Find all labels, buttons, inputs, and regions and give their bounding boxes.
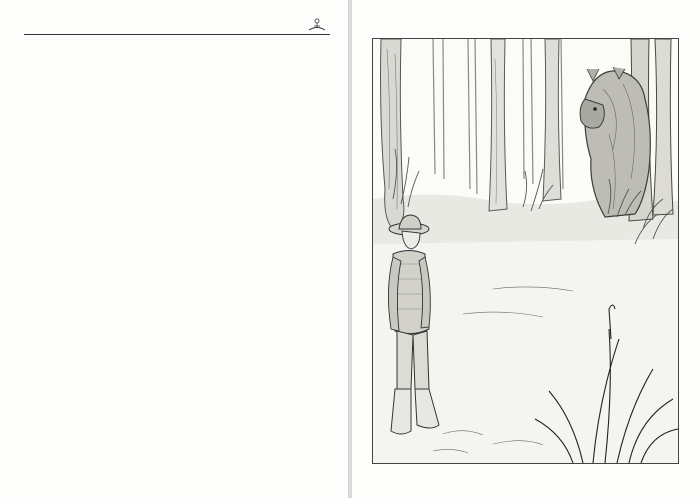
header-rule: [24, 34, 330, 35]
forest-illustration-drawing: [373, 39, 678, 463]
small-figure-ornament-icon: [306, 16, 328, 32]
left-page: [0, 0, 348, 498]
right-page: [352, 0, 700, 498]
forest-illustration: [372, 38, 679, 464]
running-header: [24, 18, 330, 36]
